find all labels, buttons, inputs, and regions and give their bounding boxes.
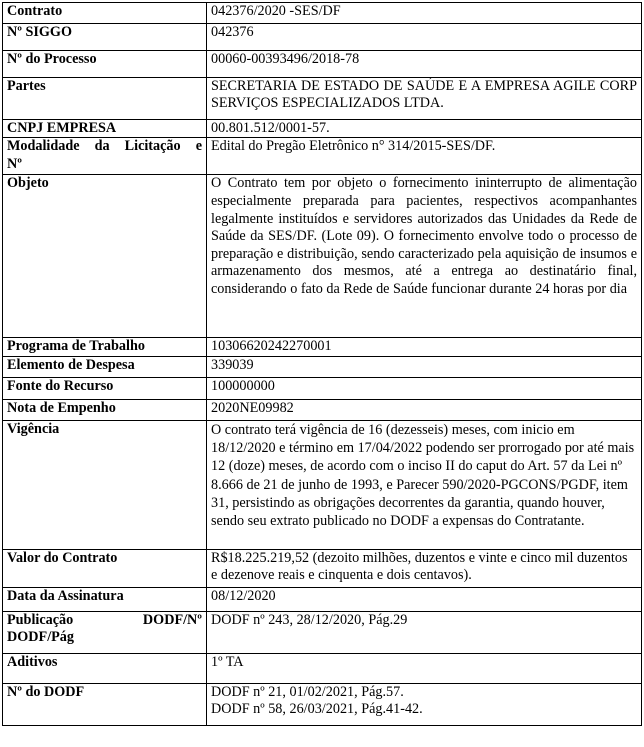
value-siggo: 042376 bbox=[207, 24, 642, 51]
row-assinatura bbox=[3, 587, 642, 611]
label-valor: Valor do Contrato bbox=[3, 549, 207, 587]
label-publicacao bbox=[3, 611, 207, 653]
row-processo bbox=[3, 51, 642, 78]
value-dodf-line1: DODF nº 21, 01/02/2021, Pág.57. bbox=[211, 683, 404, 700]
row-cnpj bbox=[3, 120, 642, 138]
label-publicacao-line2: DODF/Pág bbox=[7, 629, 74, 646]
value-partes: SECRETARIA DE ESTADO DE SAÚDE E A EMPRESA AGILE CORP SERVIÇOS ESPECIALIZADOS LTDA. bbox=[207, 78, 642, 120]
label-programa: Programa de Trabalho bbox=[3, 338, 207, 356]
value-assinatura: 08/12/2020 bbox=[207, 587, 642, 611]
value-aditivos: 1º TA bbox=[207, 653, 642, 683]
value-objeto: O Contrato tem por objeto o fornecimento ininterrupto de alimentação especialmente preparada para pacientes, respectivos acompanhantes legalmente instituídos e servidores autorizados das Unidades da Rede de Saúde da SES/DF. (Lote 09). O fornecimento envolve todo o processo de preparação e distribuição, sendo caracterizado pela aquisição de insumos e armazenamento dos mesmos, até a entrega ao destinatário final, considerando o fato da Rede de Saúde funcionar durante 24 horas por dia bbox=[207, 175, 642, 338]
value-processo: 00060-00393496/2018-78 bbox=[207, 51, 642, 78]
label-partes: Partes bbox=[3, 78, 207, 120]
row-empenho bbox=[3, 399, 642, 420]
label-processo: Nº do Processo bbox=[3, 51, 207, 78]
value-empenho: 2020NE09982 bbox=[207, 399, 642, 420]
label-vigencia: Vigência bbox=[3, 420, 207, 549]
label-fonte: Fonte do Recurso bbox=[3, 377, 207, 399]
label-siggo: Nº SIGGO bbox=[3, 24, 207, 51]
label-modalidade-line2: Nº bbox=[7, 155, 22, 172]
value-vigencia: O contrato terá vigência de 16 (dezesseis) meses, com inicio em 18/12/2020 e término em 17/04/2022 podendo ser prorrogado por até mais 12 (doze) meses, de acordo com o inciso II do caput do Art. 57 da Lei nº 8.666 de 21 de junho de 1993, e Parecer 590/2020-PGCONS/PGDF, item 31, persistindo as obrigações decorrentes da garantia, quando houver, sendo seu extrato publicado no DODF a expensas do Contratante. bbox=[207, 420, 642, 549]
label-modalidade bbox=[3, 138, 207, 175]
value-modalidade: Edital do Pregão Eletrônico n° 314/2015-SES/DF. bbox=[207, 138, 642, 175]
row-partes bbox=[3, 78, 642, 120]
value-cnpj: 00.801.512/0001-57. bbox=[207, 120, 642, 138]
value-fonte: 100000000 bbox=[207, 377, 642, 399]
row-fonte bbox=[3, 377, 642, 399]
row-valor bbox=[3, 549, 642, 587]
label-elemento: Elemento de Despesa bbox=[3, 356, 207, 377]
label-contrato: Contrato bbox=[3, 3, 207, 24]
row-aditivos bbox=[3, 653, 642, 683]
label-modalidade-line1: Modalidade da Licitação e bbox=[7, 138, 202, 155]
row-programa bbox=[3, 338, 642, 356]
contract-summary-table bbox=[2, 2, 642, 726]
value-publicacao: DODF nº 243, 28/12/2020, Pág.29 bbox=[207, 611, 642, 653]
label-cnpj: CNPJ EMPRESA bbox=[3, 120, 207, 138]
row-elemento bbox=[3, 356, 642, 377]
row-siggo bbox=[3, 24, 642, 51]
value-dodf-line2: DODF nº 58, 26/03/2021, Pág.41-42. bbox=[211, 701, 423, 718]
label-assinatura: Data da Assinatura bbox=[3, 587, 207, 611]
value-programa: 10306620242270001 bbox=[207, 338, 642, 356]
label-dodf: Nº do DODF bbox=[3, 683, 207, 725]
row-contrato bbox=[3, 3, 642, 24]
row-publicacao bbox=[3, 611, 642, 653]
row-dodf bbox=[3, 683, 642, 725]
row-modalidade bbox=[3, 138, 642, 175]
row-objeto bbox=[3, 175, 642, 338]
value-contrato: 042376/2020 -SES/DF bbox=[207, 3, 642, 24]
row-vigencia bbox=[3, 420, 642, 549]
label-publicacao-line1: Publicação DODF/Nº bbox=[7, 611, 202, 628]
value-dodf bbox=[207, 683, 642, 725]
label-aditivos: Aditivos bbox=[3, 653, 207, 683]
value-elemento: 339039 bbox=[207, 356, 642, 377]
value-valor: R$18.225.219,52 (dezoito milhões, duzentos e vinte e cinco mil duzentos e dezenove reais e cinquenta e dois centavos). bbox=[207, 549, 642, 587]
label-empenho: Nota de Empenho bbox=[3, 399, 207, 420]
label-objeto: Objeto bbox=[3, 175, 207, 338]
